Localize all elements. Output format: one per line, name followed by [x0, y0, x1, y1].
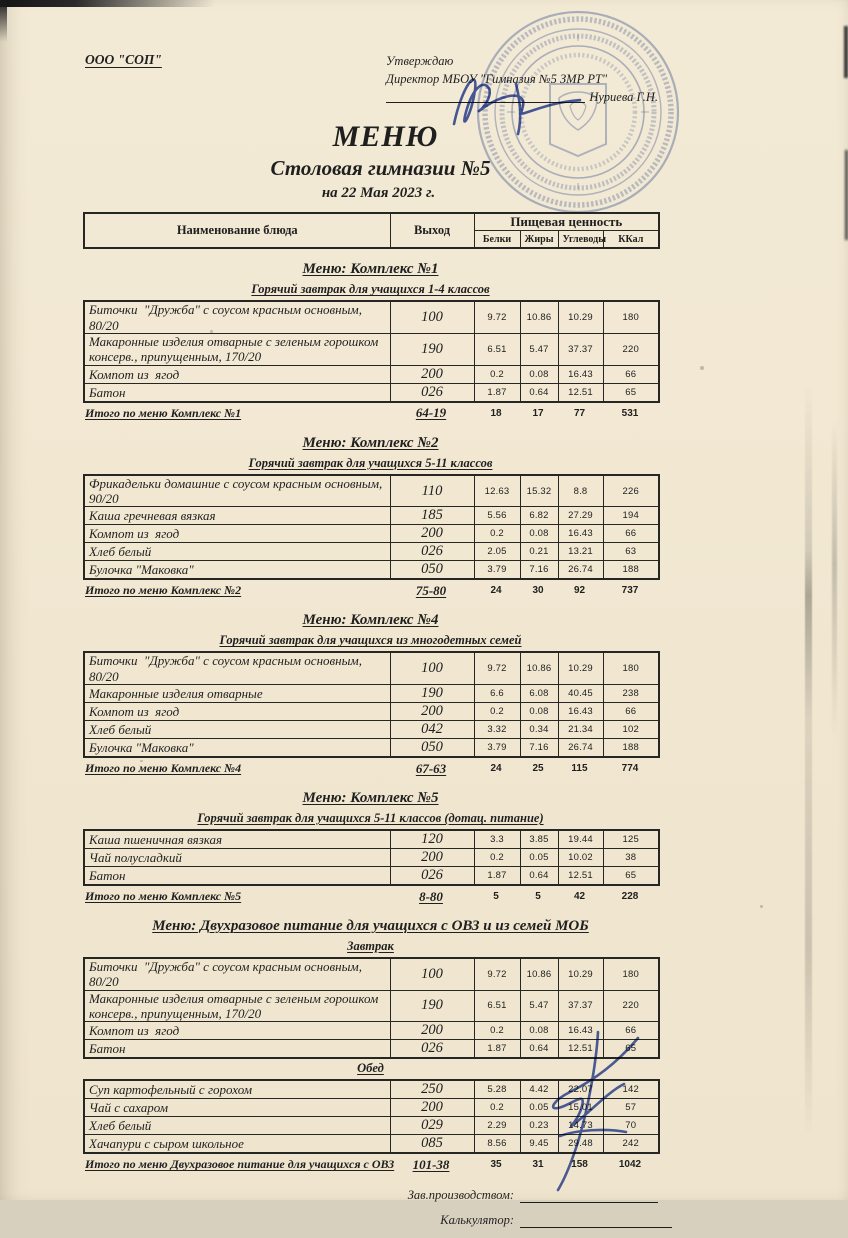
total-value: 24: [490, 763, 502, 774]
nutrition-value-cell: 16.43: [558, 525, 603, 543]
total-label: Итого по меню Комплекс №4: [85, 761, 242, 775]
nutrition-value-cell: 0.64: [520, 383, 558, 402]
dish-name-cell: Булочка "Маковка": [84, 739, 390, 758]
total-output: 64-19: [415, 405, 447, 421]
scan-artifact-right-edge: [844, 26, 848, 78]
nutrition-value-cell: 12.51: [558, 383, 603, 402]
nutrition-value-cell: 220: [603, 334, 659, 366]
total-output: 101-38: [412, 1156, 450, 1172]
portion-output-cell: 026: [390, 1040, 474, 1059]
nutrition-value-cell: 0.2: [474, 703, 520, 721]
nutrition-value-cell: 180: [603, 301, 659, 333]
nutrition-value-cell: 10.29: [558, 652, 603, 684]
nutrition-value-cell: 37.37: [558, 990, 603, 1022]
total-value: 5: [493, 891, 499, 902]
portion-output-cell: 100: [390, 301, 474, 333]
total-output: 67-63: [415, 760, 447, 776]
nutrition-value-cell: 15.32: [520, 475, 558, 507]
section-subtitle-text: Обед: [357, 1061, 384, 1076]
nutrition-value-cell: 0.05: [520, 1099, 558, 1117]
scan-artifact-streak: [805, 385, 812, 1135]
portion-output-cell: 200: [390, 703, 474, 721]
nutrition-value-cell: 4.42: [520, 1080, 558, 1099]
section-total-row: [83, 581, 658, 600]
total-label: Итого по меню Двухразовое питание для учащихся с ОВЗ: [85, 1157, 395, 1172]
nutrition-value-cell: 0.21: [520, 543, 558, 561]
nutrition-value-cell: 6.08: [520, 685, 558, 703]
nutrition-value-cell: 238: [603, 685, 659, 703]
nutrition-value-cell: 22.07: [558, 1080, 603, 1099]
portion-output-cell: 026: [390, 867, 474, 886]
section-subtitle: [83, 939, 658, 954]
nutrition-value-cell: 3.85: [520, 830, 558, 849]
total-value: 531: [621, 407, 639, 419]
nutrition-value-cell: 40.45: [558, 685, 603, 703]
total-value: 18: [490, 407, 502, 419]
menu-section: [83, 261, 658, 422]
portion-output-cell: 026: [390, 383, 474, 402]
menu-items-table: [83, 829, 660, 886]
dish-name-cell: Биточки "Дружба" с соусом красным основным, 80/20: [84, 652, 390, 684]
nutrition-value-cell: 3.79: [474, 739, 520, 758]
portion-output-cell: 190: [390, 334, 474, 366]
dish-name-cell: Хлеб белый: [84, 721, 390, 739]
nutrition-value-cell: 142: [603, 1080, 659, 1099]
dish-name-cell: Фрикадельки домашние с соусом красным основным, 90/20: [84, 475, 390, 507]
nutrition-value-cell: 7.16: [520, 561, 558, 580]
total-value: 17: [532, 407, 544, 419]
nutrition-value-cell: 16.43: [558, 703, 603, 721]
production-manager-label: Зав.производством:: [407, 1188, 514, 1203]
portion-output-cell: 200: [390, 525, 474, 543]
nutrition-value-cell: 12.51: [558, 1040, 603, 1059]
nutrition-value-cell: 63: [603, 543, 659, 561]
nutrition-value-cell: 3.79: [474, 561, 520, 580]
nutrition-value-cell: 65: [603, 383, 659, 402]
nutrition-value-cell: 6.6: [474, 685, 520, 703]
table-row: [84, 507, 659, 525]
dish-name-cell: Хачапури с сыром школьное: [84, 1135, 390, 1154]
section-title: [83, 435, 658, 452]
dish-name-cell: Булочка "Маковка": [84, 561, 390, 580]
total-value: 35: [490, 1159, 502, 1171]
table-row: [84, 867, 659, 886]
nutrition-value-cell: 14.73: [558, 1117, 603, 1135]
nutrition-value-cell: 10.29: [558, 301, 603, 333]
table-row: [84, 830, 659, 849]
nutrition-value-cell: 10.86: [520, 652, 558, 684]
column-header-protein: Белки: [474, 231, 520, 249]
calculator-signature-ink: [498, 1018, 678, 1198]
nutrition-value-cell: 1.87: [474, 1040, 520, 1059]
section-subtitle-text: Горячий завтрак для учащихся 5-11 классов: [248, 455, 493, 470]
nutrition-value-cell: 57: [603, 1099, 659, 1117]
dish-name-cell: Хлеб белый: [84, 543, 390, 561]
nutrition-value-cell: 5.47: [520, 334, 558, 366]
nutrition-value-cell: 0.64: [520, 1040, 558, 1059]
menu-section: [83, 612, 658, 778]
section-title-text: Меню: Комплекс №1: [302, 261, 439, 278]
portion-output-cell: 100: [390, 958, 474, 990]
column-header-carbs: Углеводы: [558, 231, 603, 249]
dish-name-cell: Чай с сахаром: [84, 1099, 390, 1117]
table-row: [84, 475, 659, 507]
page-subtitle: Столовая гимназии №5: [270, 156, 491, 181]
total-label: Итого по меню Комплекс №1: [85, 405, 242, 420]
dish-name-cell: Каша пшеничная вязкая: [84, 830, 390, 849]
nutrition-value-cell: 6.51: [474, 334, 520, 366]
nutrition-value-cell: 0.2: [474, 1022, 520, 1040]
nutrition-value-cell: 10.29: [558, 958, 603, 990]
nutrition-value-cell: 10.86: [520, 958, 558, 990]
section-title: [83, 261, 658, 278]
section-title-text: Меню: Комплекс №4: [302, 612, 439, 629]
portion-output-cell: 200: [390, 1022, 474, 1040]
table-row: [84, 958, 659, 990]
scan-artifact-streak: [832, 420, 837, 740]
nutrition-value-cell: 9.45: [520, 1135, 558, 1154]
nutrition-value-cell: 0.08: [520, 365, 558, 383]
table-row: [84, 383, 659, 402]
dish-name-cell: Компот из ягод: [84, 1022, 390, 1040]
nutrition-value-cell: 7.16: [520, 739, 558, 758]
nutrition-value-cell: 1.87: [474, 867, 520, 886]
total-value: 77: [573, 407, 586, 419]
total-label: Итого по меню Комплекс №5: [85, 889, 242, 903]
table-row: [84, 739, 659, 758]
column-header-nutrition: Пищевая ценность: [474, 213, 659, 231]
dish-name-cell: Компот из ягод: [84, 525, 390, 543]
column-header-name: Наименование блюда: [84, 213, 390, 248]
column-header-kcal: ККал: [603, 231, 659, 249]
paper-speck: [700, 366, 704, 370]
nutrition-value-cell: 0.64: [520, 867, 558, 886]
portion-output-cell: 050: [390, 739, 474, 758]
nutrition-value-cell: 66: [603, 703, 659, 721]
portion-output-cell: 190: [390, 685, 474, 703]
dish-name-cell: Батон: [84, 383, 390, 402]
nutrition-value-cell: 15.01: [558, 1099, 603, 1117]
nutrition-value-cell: 5.47: [520, 990, 558, 1022]
nutrition-value-cell: 8.8: [558, 475, 603, 507]
nutrition-value-cell: 26.74: [558, 561, 603, 580]
total-value: 5: [535, 891, 541, 902]
section-subtitle: [83, 282, 658, 297]
dish-name-cell: Биточки "Дружба" с соусом красным основным, 80/20: [84, 958, 390, 990]
total-value: 24: [490, 585, 502, 597]
total-value: 1042: [618, 1159, 642, 1171]
table-row: [84, 543, 659, 561]
dish-name-cell: Каша гречневая вязкая: [84, 507, 390, 525]
nutrition-value-cell: 0.2: [474, 365, 520, 383]
table-row: [84, 334, 659, 366]
nutrition-value-cell: 13.21: [558, 543, 603, 561]
total-value: 30: [532, 585, 544, 597]
nutrition-value-cell: 188: [603, 739, 659, 758]
portion-output-cell: 085: [390, 1135, 474, 1154]
nutrition-value-cell: 0.08: [520, 525, 558, 543]
total-value: 31: [532, 1159, 544, 1171]
paper-speck: [760, 905, 763, 908]
scan-artifact-left-edge: [0, 0, 7, 42]
section-total-row: [83, 887, 658, 906]
nutrition-value-cell: 0.34: [520, 721, 558, 739]
column-header-fat: Жиры: [520, 231, 558, 249]
dish-name-cell: Хлеб белый: [84, 1117, 390, 1135]
nutrition-value-cell: 21.34: [558, 721, 603, 739]
nutrition-value-cell: 9.72: [474, 301, 520, 333]
nutrition-value-cell: 70: [603, 1117, 659, 1135]
total-value: 737: [621, 585, 639, 597]
column-header-output: Выход: [390, 213, 474, 248]
nutrition-value-cell: 19.44: [558, 830, 603, 849]
section-title: [83, 612, 658, 629]
table-row: [84, 685, 659, 703]
nutrition-value-cell: 3.3: [474, 830, 520, 849]
menu-section: [83, 790, 658, 906]
total-value: 25: [532, 763, 544, 774]
signature-line: [520, 1215, 672, 1228]
section-subtitle: [83, 811, 658, 826]
dish-name-cell: Чай полусладкий: [84, 849, 390, 867]
menu-items-table: [83, 474, 660, 581]
nutrition-value-cell: 10.02: [558, 849, 603, 867]
dish-name-cell: Суп картофельный с горохом: [84, 1080, 390, 1099]
total-output: 75-80: [415, 582, 447, 598]
dish-name-cell: Батон: [84, 1040, 390, 1059]
nutrition-value-cell: 102: [603, 721, 659, 739]
nutrition-value-cell: 66: [603, 525, 659, 543]
section-title-text: Меню: Двухразовое питание для учащихся с ОВЗ и из семей МОБ: [152, 918, 589, 934]
nutrition-value-cell: 226: [603, 475, 659, 507]
table-row: [84, 703, 659, 721]
nutrition-value-cell: 0.2: [474, 1099, 520, 1117]
nutrition-value-cell: 0.05: [520, 849, 558, 867]
calculator-label: Калькулятор:: [440, 1213, 514, 1228]
dish-name-cell: Макаронные изделия отварные с зеленым горошком консерв., припущенным, 170/20: [84, 990, 390, 1022]
table-row: [84, 721, 659, 739]
portion-output-cell: 120: [390, 830, 474, 849]
table-row: [84, 849, 659, 867]
nutrition-value-cell: 65: [603, 867, 659, 886]
section-title: [83, 790, 658, 807]
total-value: 92: [573, 585, 586, 597]
nutrition-value-cell: 5.28: [474, 1080, 520, 1099]
nutrition-value-cell: 2.05: [474, 543, 520, 561]
nutrition-value-cell: 194: [603, 507, 659, 525]
portion-output-cell: 042: [390, 721, 474, 739]
portion-output-cell: 250: [390, 1080, 474, 1099]
table-row: [84, 561, 659, 580]
organization-name: ООО "СОП": [85, 52, 162, 67]
table-row: [84, 525, 659, 543]
nutrition-value-cell: 0.23: [520, 1117, 558, 1135]
section-title: [83, 918, 658, 935]
nutrition-value-cell: 5.56: [474, 507, 520, 525]
approve-label: Утверждаю: [386, 54, 454, 68]
nutrition-value-cell: 16.43: [558, 1022, 603, 1040]
portion-output-cell: 026: [390, 543, 474, 561]
portion-output-cell: 200: [390, 849, 474, 867]
nutrition-value-cell: 10.86: [520, 301, 558, 333]
nutrition-value-cell: 0.08: [520, 1022, 558, 1040]
nutrition-value-cell: 0.2: [474, 849, 520, 867]
nutrition-value-cell: 6.82: [520, 507, 558, 525]
menu-items-table: [83, 651, 660, 758]
nutrition-value-cell: 1.87: [474, 383, 520, 402]
dish-name-cell: Биточки "Дружба" с соусом красным основным, 80/20: [84, 301, 390, 333]
total-value: 115: [571, 763, 588, 774]
section-total-row: [83, 404, 658, 423]
portion-output-cell: 200: [390, 365, 474, 383]
dish-name-cell: Макаронные изделия отварные с зеленым горошком консерв., припущенным, 170/20: [84, 334, 390, 366]
nutrition-value-cell: 188: [603, 561, 659, 580]
section-subtitle-text: Горячий завтрак для учащихся 5-11 классов (дотац. питание): [197, 811, 544, 825]
section-total-row: [83, 759, 658, 778]
nutrition-value-cell: 125: [603, 830, 659, 849]
page-title: МЕНЮ: [332, 120, 439, 154]
table-row: [84, 652, 659, 684]
nutrition-value-cell: 0.08: [520, 703, 558, 721]
portion-output-cell: 190: [390, 990, 474, 1022]
section-subtitle: [83, 633, 658, 648]
section-title-text: Меню: Комплекс №5: [302, 790, 439, 806]
director-line: Директор МБОУ "Гимназия №5 ЗМР РТ": [386, 72, 608, 87]
portion-output-cell: 100: [390, 652, 474, 684]
dish-name-cell: Компот из ягод: [84, 703, 390, 721]
nutrition-value-cell: 8.56: [474, 1135, 520, 1154]
menu-items-table: [83, 300, 660, 402]
nutrition-value-cell: 12.51: [558, 867, 603, 886]
section-subtitle-text: Завтрак: [347, 939, 394, 953]
portion-output-cell: 050: [390, 561, 474, 580]
portion-output-cell: 110: [390, 475, 474, 507]
nutrition-value-cell: 12.63: [474, 475, 520, 507]
menu-section: [83, 435, 658, 601]
nutrition-value-cell: 9.72: [474, 958, 520, 990]
total-value: 42: [573, 891, 586, 902]
table-row: [84, 365, 659, 383]
nutrition-value-cell: 180: [603, 958, 659, 990]
nutrition-value-cell: 27.29: [558, 507, 603, 525]
nutrition-value-cell: 180: [603, 652, 659, 684]
nutrition-value-cell: 29.48: [558, 1135, 603, 1154]
nutrition-value-cell: 242: [603, 1135, 659, 1154]
nutrition-value-cell: 220: [603, 990, 659, 1022]
section-title-text: Меню: Комплекс №2: [302, 434, 439, 451]
calculator-row: [83, 1213, 672, 1228]
total-output: 8-80: [419, 888, 443, 904]
nutrition-value-cell: 16.43: [558, 365, 603, 383]
section-subtitle-text: Горячий завтрак для учащихся из многодетных семей: [219, 633, 522, 648]
portion-output-cell: 200: [390, 1099, 474, 1117]
section-subtitle: [83, 456, 658, 471]
total-value: 228: [621, 891, 639, 902]
nutrition-value-cell: 38: [603, 849, 659, 867]
nutrition-value-cell: 66: [603, 365, 659, 383]
nutrition-value-cell: 0.2: [474, 525, 520, 543]
dish-name-cell: Макаронные изделия отварные: [84, 685, 390, 703]
portion-output-cell: 185: [390, 507, 474, 525]
section-subtitle-text: Горячий завтрак для учащихся 1-4 классов: [251, 282, 490, 297]
nutrition-value-cell: 2.29: [474, 1117, 520, 1135]
total-value: 158: [571, 1159, 588, 1171]
dish-name-cell: Компот из ягод: [84, 365, 390, 383]
menu-date: на 22 Мая 2023 г.: [321, 185, 436, 202]
nutrition-value-cell: 66: [603, 1022, 659, 1040]
director-name: Нуриева Г.Н.: [589, 90, 658, 105]
portion-output-cell: 029: [390, 1117, 474, 1135]
nutrition-value-cell: 6.51: [474, 990, 520, 1022]
nutrition-value-cell: 9.72: [474, 652, 520, 684]
nutrition-value-cell: 65: [603, 1040, 659, 1059]
total-label: Итого по меню Комплекс №2: [85, 583, 242, 598]
total-value: 774: [621, 763, 639, 774]
director-signature-ink: [428, 56, 618, 156]
nutrition-value-cell: 37.37: [558, 334, 603, 366]
nutrition-value-cell: 3.32: [474, 721, 520, 739]
table-row: [84, 301, 659, 333]
nutrition-value-cell: 26.74: [558, 739, 603, 758]
dish-name-cell: Батон: [84, 867, 390, 886]
